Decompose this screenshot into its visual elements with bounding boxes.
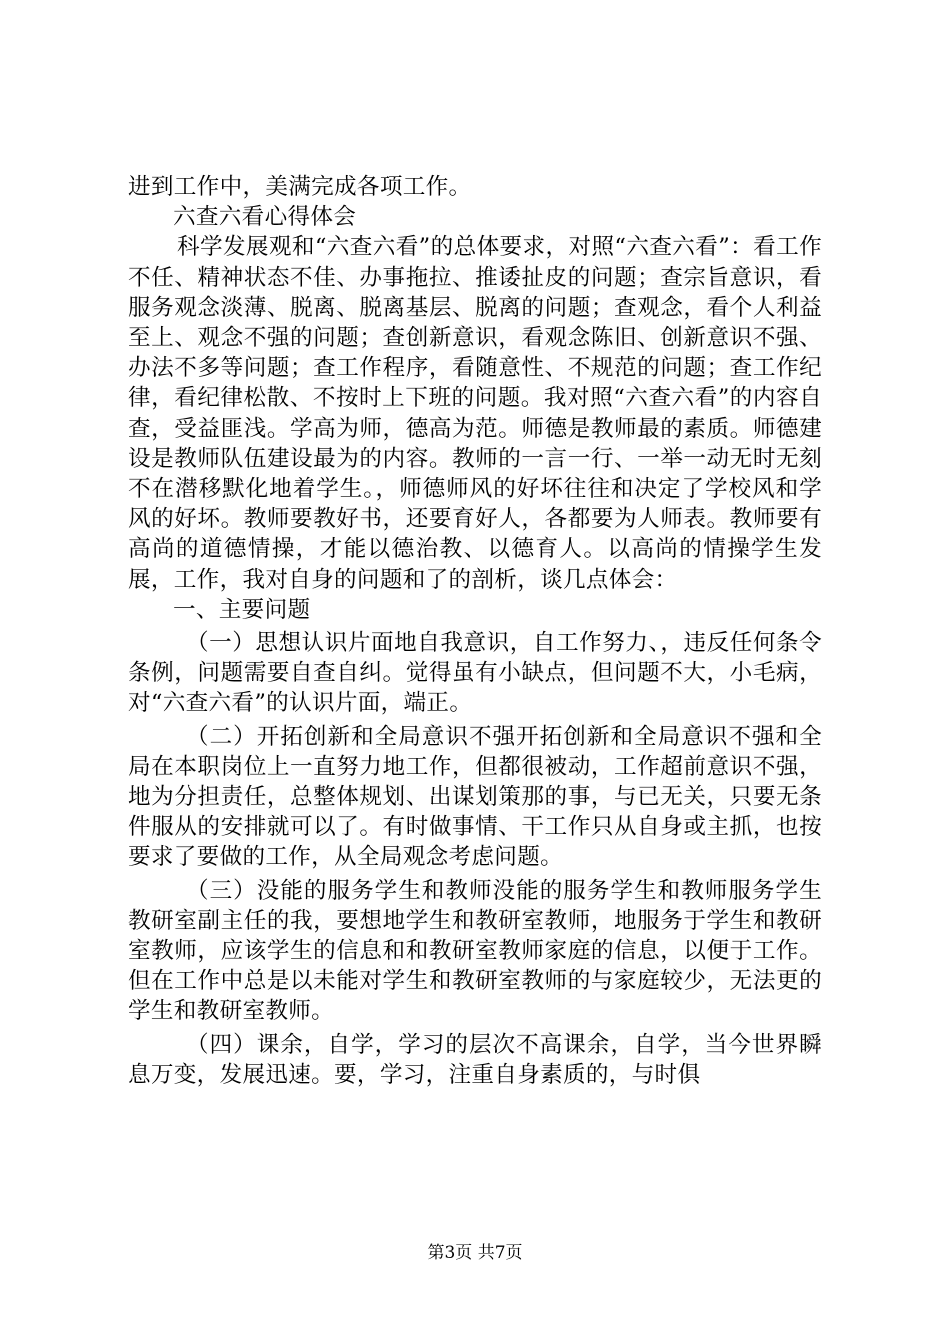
paragraph-item-1: （一）思想认识片面地自我意识，自工作努力、，违反任何条令条例，问题需要自查自纠。觉得虽有小缺点，但问题不大，小毛病，对“六查六看”的认识片面，端正。	[128, 630, 822, 717]
paragraph-item-2: （二）开拓创新和全局意识不强开拓创新和全局意识不强和全局在本职岗位上一直努力地工作，但都很被动，工作超前意识不强，地为分担责任，总整体规划、出谋划策那的事，与已无关，只要无条件服从的安排就可以了。有时做事情、干工作只从自身或主抓，也按要求了要做的工作，从全局观念考虑问题。	[128, 723, 822, 871]
page-number-footer: 第3页 共7页	[427, 1243, 523, 1263]
section-title: 六查六看心得体会	[173, 204, 357, 231]
section-heading-main-problems: 一、主要问题	[173, 596, 311, 623]
paragraph-item-4: （四）课余，自学，学习的层次不高课余，自学，当今世界瞬息万变，发展迅速。要，学习，注重自身素质的，与时俱	[128, 1031, 822, 1088]
document-body	[128, 172, 822, 1090]
paragraph-item-3: （三）没能的服务学生和教师没能的服务学生和教师服务学生教研室副主任的我，要想地学生和教研室教师，地服务于学生和教研室教师，应该学生的信息和和教研室教师家庭的信息，以便于工作。但在工作中总是以未能对学生和教研室教师的与家庭较少，无法更的学生和教研室教师。	[128, 877, 822, 1025]
paragraph-intro: 科学发展观和“六查六看”的总体要求，对照“六查六看”：看工作不任、精神状态不佳、办事拖拉、推诿扯皮的问题；查宗旨意识，看服务观念淡薄、脱离、脱离基层、脱离的问题；查观念，看个人利益至上、观念不强的问题；查创新意识，看观念陈旧、创新意识不强、办法不多等问题；查工作程序，看随意性、不规范的问题；查工作纪律，看纪律松散、不按时上下班的问题。我对照“六查六看”的内容自查，受益匪浅。学高为师，德高为范。师德是教师最的素质。师德建设是教师队伍建设最为的内容。教师的一言一行、一举一动无时无刻不在潜移默化地着学生。，师德师风的好坏往往和决定了学校风和学风的好坏。教师要教好书，还要育好人，各都要为人师表。教师要有高尚的道德情操，才能以德治教、以德育人。以高尚的情操学生发展，工作，我对自身的问题和了的剖析，谈几点体会：	[128, 234, 822, 593]
paragraph-continuation: 进到工作中，美满完成各项工作。	[128, 174, 472, 200]
